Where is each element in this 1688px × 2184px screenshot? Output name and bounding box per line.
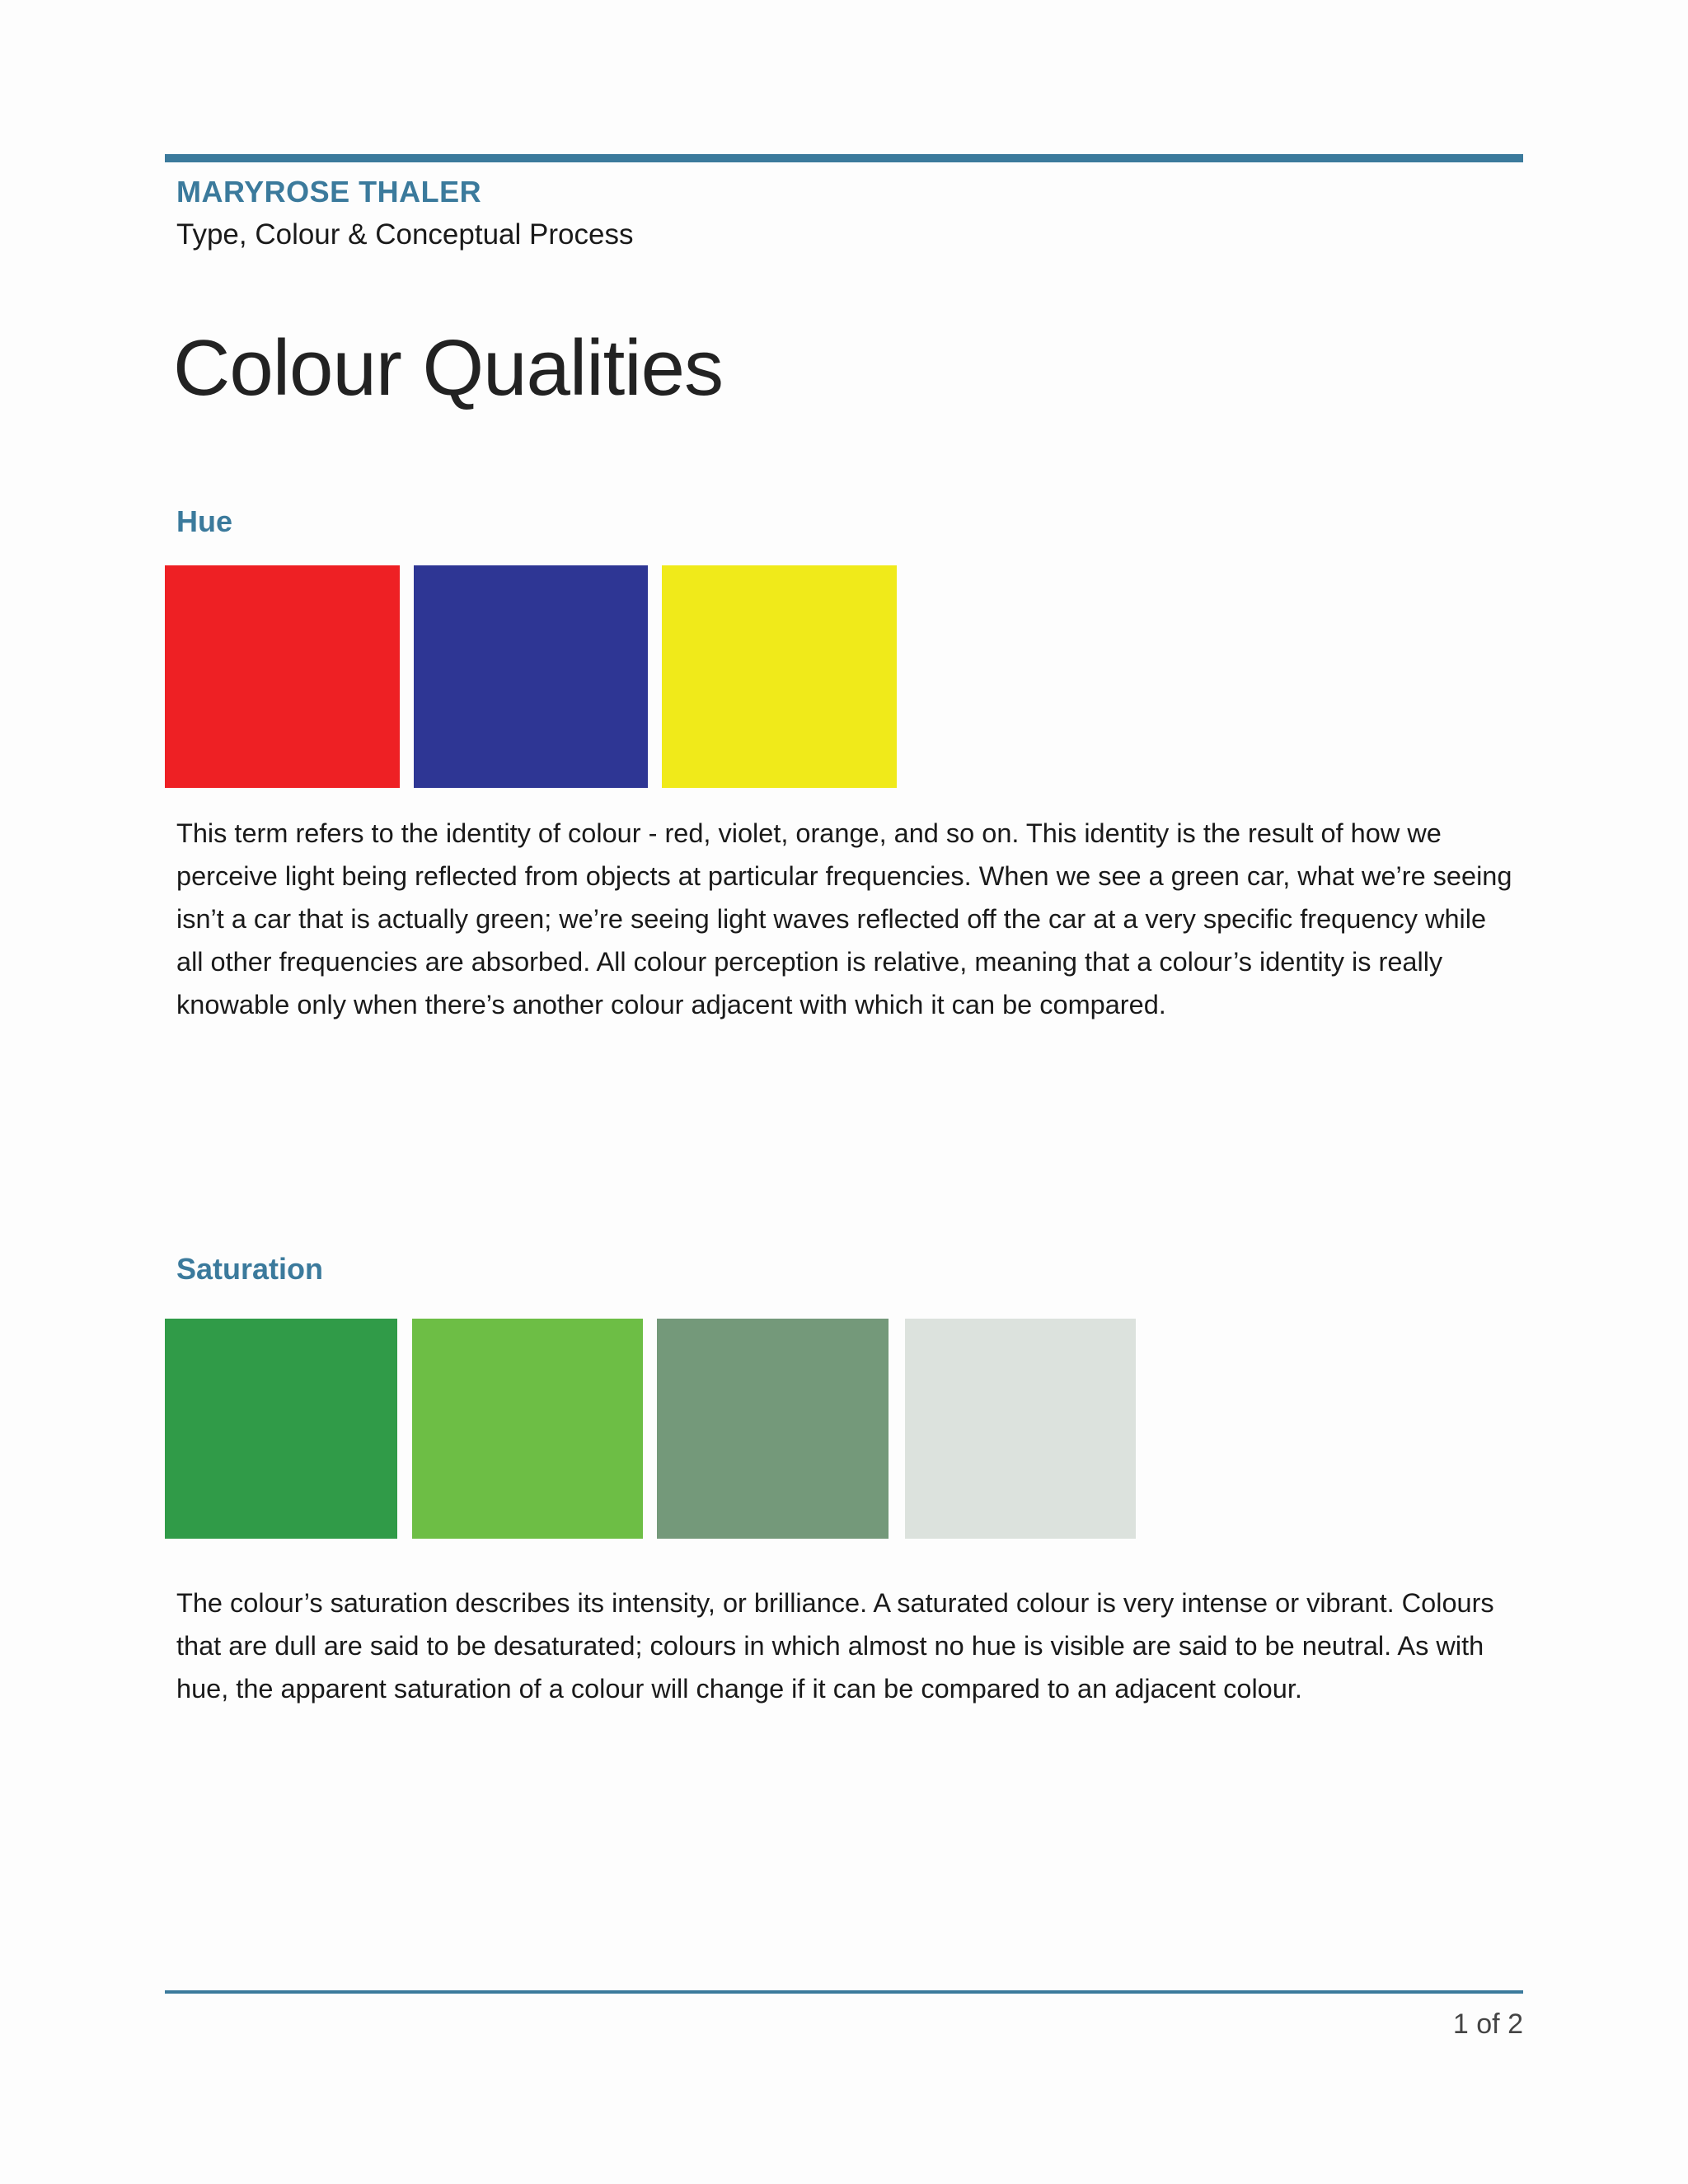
- page-title: Colour Qualities: [173, 324, 723, 412]
- saturation-swatch-4: [905, 1319, 1136, 1539]
- bottom-rule: [165, 1990, 1523, 1994]
- top-rule: [165, 154, 1523, 162]
- hue-description: This term refers to the identity of colour - red, violet, orange, and so on. This identity is the result of how we perceive light being reflected from objects at particular frequencies. When we see a green car, what we’re seeing isn’t a car that is actually green; we’re seeing light waves reflected off the car at a very specific frequency while all other frequencies are absorbed. All colour perception is relative, meaning that a colour’s identity is really knowable only when there’s another colour adjacent with which it can be compared.: [176, 818, 1512, 1019]
- hue-swatch-yellow: [662, 565, 897, 788]
- hue-heading: Hue: [176, 504, 233, 538]
- page-number: 1 of 2: [1452, 2008, 1523, 2040]
- course-title: Type, Colour & Conceptual Process: [176, 218, 634, 251]
- saturation-description: The colour’s saturation describes its intensity, or brilliance. A saturated colour is very intense or vibrant. Colours that are dull are said to be desaturated; colours in which almost no hue is visible are said to be neutral. As with hue, the apparent saturation of a colour will change if it can be compared to an adjacent colour.: [176, 1588, 1494, 1704]
- saturation-swatch-2: [412, 1319, 643, 1539]
- saturation-heading: Saturation: [176, 1252, 324, 1286]
- hue-swatch-red: [165, 565, 400, 788]
- saturation-swatch-1: [165, 1319, 397, 1539]
- author-name: MARYROSE THALER: [176, 175, 482, 209]
- saturation-swatch-3: [657, 1319, 889, 1539]
- hue-swatch-blue: [414, 565, 648, 788]
